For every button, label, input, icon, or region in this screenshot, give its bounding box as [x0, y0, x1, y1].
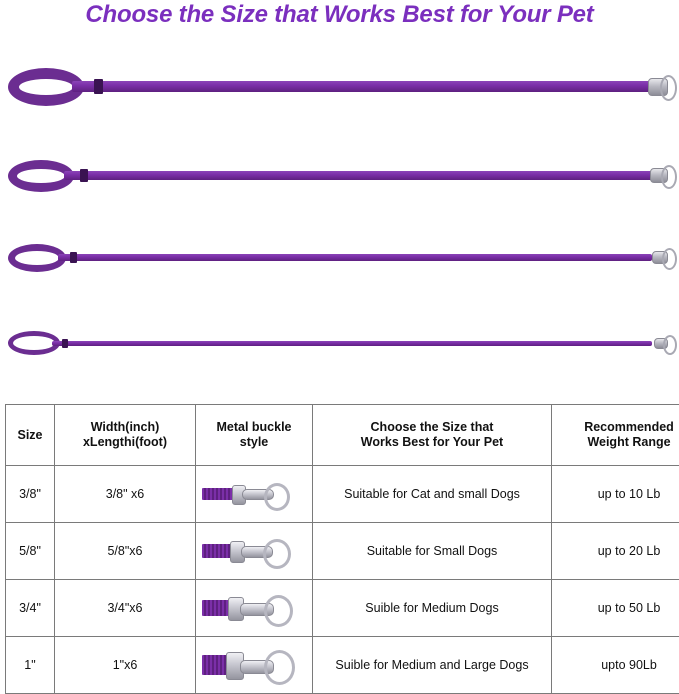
header-weight-line2: Weight Range [555, 435, 679, 450]
table-header-row [6, 405, 679, 466]
cell-buckle [196, 466, 313, 523]
cell-dimensions: 5/8"x6 [55, 523, 196, 580]
metal-buckle-icon [202, 531, 306, 571]
buckle-snap-hook [264, 483, 290, 511]
cell-suitability: Suitable for Cat and small Dogs [313, 466, 552, 523]
leash-clip-hook [660, 75, 677, 101]
header-weight-line1: Recommended [555, 420, 679, 435]
leash-strap [72, 81, 650, 92]
header-size [6, 405, 55, 466]
buckle-webbing [202, 488, 236, 500]
header-width-line2: xLengthi(foot) [58, 435, 192, 450]
cell-weight: up to 50 Lb [552, 580, 679, 637]
table-row [6, 523, 679, 580]
cell-suitability: Suitable for Small Dogs [313, 523, 552, 580]
cell-size: 3/4" [6, 580, 55, 637]
header-choose-size [313, 405, 552, 466]
cell-size: 5/8" [6, 523, 55, 580]
buckle-snap-hook [264, 595, 293, 627]
metal-buckle-icon [202, 474, 306, 514]
cell-suitability: Suible for Medium and Large Dogs [313, 637, 552, 694]
header-metal-buckle-style [196, 405, 313, 466]
leash-clip-hook [661, 165, 677, 189]
page-title: Choose the Size that Works Best for Your Pet [0, 0, 679, 30]
leash-clip-hook [662, 248, 677, 270]
leash-keeper [94, 79, 103, 94]
buckle-snap-hook [263, 539, 291, 569]
cell-buckle [196, 580, 313, 637]
leash-strap [52, 341, 652, 346]
cell-weight: upto 90Lb [552, 637, 679, 694]
cell-buckle [196, 523, 313, 580]
table-row [6, 637, 679, 694]
header-weight-range [552, 405, 679, 466]
leash-illustrations [0, 46, 679, 391]
leash-strap [64, 171, 652, 180]
header-buckle-line1: Metal buckle [199, 420, 309, 435]
size-table-body [6, 466, 679, 694]
leash-strap [58, 254, 652, 261]
header-buckle-line2: style [199, 435, 309, 450]
cell-buckle [196, 637, 313, 694]
leash-keeper [62, 339, 68, 348]
metal-buckle-icon [202, 588, 306, 628]
table-row [6, 580, 679, 637]
header-size-line1: Size [9, 428, 51, 443]
buckle-snap-hook [264, 650, 295, 685]
cell-weight: up to 10 Lb [552, 466, 679, 523]
leash-keeper [80, 169, 88, 182]
cell-size: 3/8" [6, 466, 55, 523]
table-row [6, 466, 679, 523]
cell-size: 1" [6, 637, 55, 694]
header-choose-line2: Works Best for Your Pet [316, 435, 548, 450]
cell-dimensions: 3/4"x6 [55, 580, 196, 637]
metal-buckle-icon [202, 645, 306, 685]
leash-clip-hook [663, 335, 677, 355]
cell-dimensions: 3/8" x6 [55, 466, 196, 523]
size-table-head [6, 405, 679, 466]
cell-dimensions: 1"x6 [55, 637, 196, 694]
header-width-line1: Width(inch) [58, 420, 192, 435]
cell-suitability: Suible for Medium Dogs [313, 580, 552, 637]
header-choose-line1: Choose the Size that [316, 420, 548, 435]
leash-keeper [70, 252, 77, 263]
cell-weight: up to 20 Lb [552, 523, 679, 580]
header-width-length [55, 405, 196, 466]
